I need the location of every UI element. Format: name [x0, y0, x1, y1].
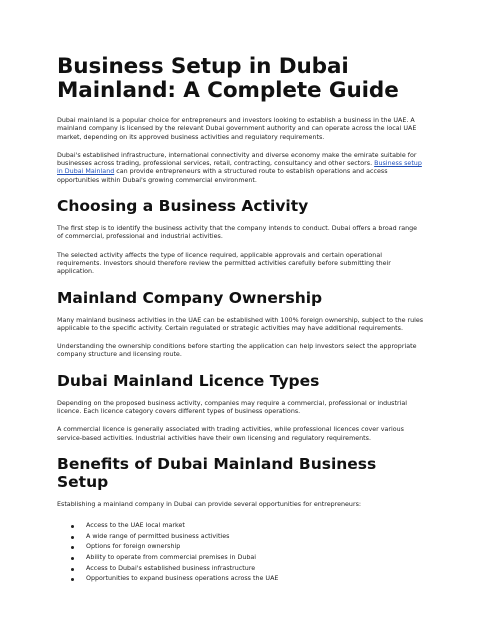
section-paragraph: Understanding the ownership conditions before starting the application can help investors select the appropriate company structure and licensing route. [57, 343, 417, 359]
section-benefits [57, 455, 425, 585]
page-title: Business Setup in Dubai Mainland: A Complete Guide [57, 54, 399, 103]
intro-paragraph-2 [57, 152, 425, 185]
list-item: Ability to operate from commercial premises in Dubai [57, 553, 425, 564]
intro-paragraph-2-text: Dubai's established infrastructure, international connectivity and diverse economy make the emirate suitable for businesses across trading, professional services, retail, contracting, consultancy and other sectors. [57, 151, 417, 168]
intro-link-continuation: can provide entrepreneurs with a structured route to establish operations and access opportunities within Dubai's growing commercial environment. [57, 168, 388, 184]
section-paragraph: The first step is to identify the business activity that the company intends to conduct. Dubai offers a broad range of commercial, professional and industrial activities. [57, 225, 418, 241]
section-paragraph: A commercial licence is generally associated with trading activities, while professional licences cover various service-based activities. Industrial activities have their own licensing and regulatory requirements. [57, 426, 404, 442]
list-item: Opportunities to expand business operations across the UAE [57, 574, 425, 585]
benefits-list [57, 521, 425, 585]
list-item: Access to the UAE local market [57, 521, 425, 532]
section-heading: Mainland Company Ownership [57, 288, 323, 307]
section-paragraph: Many mainland business activities in the UAE can be established with 100% foreign ownership, subject to the rules applicable to the specific activity. Certain regulated or strategic activities may have additional requirements. [57, 316, 424, 332]
list-item: Access to Dubai's established business infrastructure [57, 564, 425, 575]
section-ownership [57, 289, 425, 360]
list-item: Options for foreign ownership [57, 542, 425, 553]
section-heading: Choosing a Business Activity [57, 197, 309, 216]
section-heading: Dubai Mainland Licence Types [57, 371, 320, 390]
section-licence-types [57, 372, 425, 443]
section-paragraph: The selected activity affects the type of licence required, applicable approvals and certain operational requirements. Investors should therefore review the permitted activities carefully before submitting their application. [57, 251, 391, 276]
business-setup-link[interactable]: Business setup in Dubai Mainland [57, 160, 422, 176]
section-paragraph: Establishing a mainland company in Dubai can provide several opportunities for entrepreneurs: [57, 500, 362, 508]
list-item: A wide range of permitted business activities [57, 532, 425, 543]
document-page [57, 55, 425, 585]
section-business-activity [57, 197, 425, 276]
section-paragraph: Depending on the proposed business activity, companies may require a commercial, professional or industrial licence. Each licence category covers different types of business operations. [57, 399, 407, 416]
section-heading: Benefits of Dubai Mainland Business Setup [57, 454, 377, 491]
intro-paragraph-1: Dubai mainland is a popular choice for entrepreneurs and investors looking to establish a business in the UAE. A mainland company is licensed by the relevant Dubai government authority and can operate across the local UAE market, depending on its approved business activities and regulatory requirements. [57, 117, 417, 141]
